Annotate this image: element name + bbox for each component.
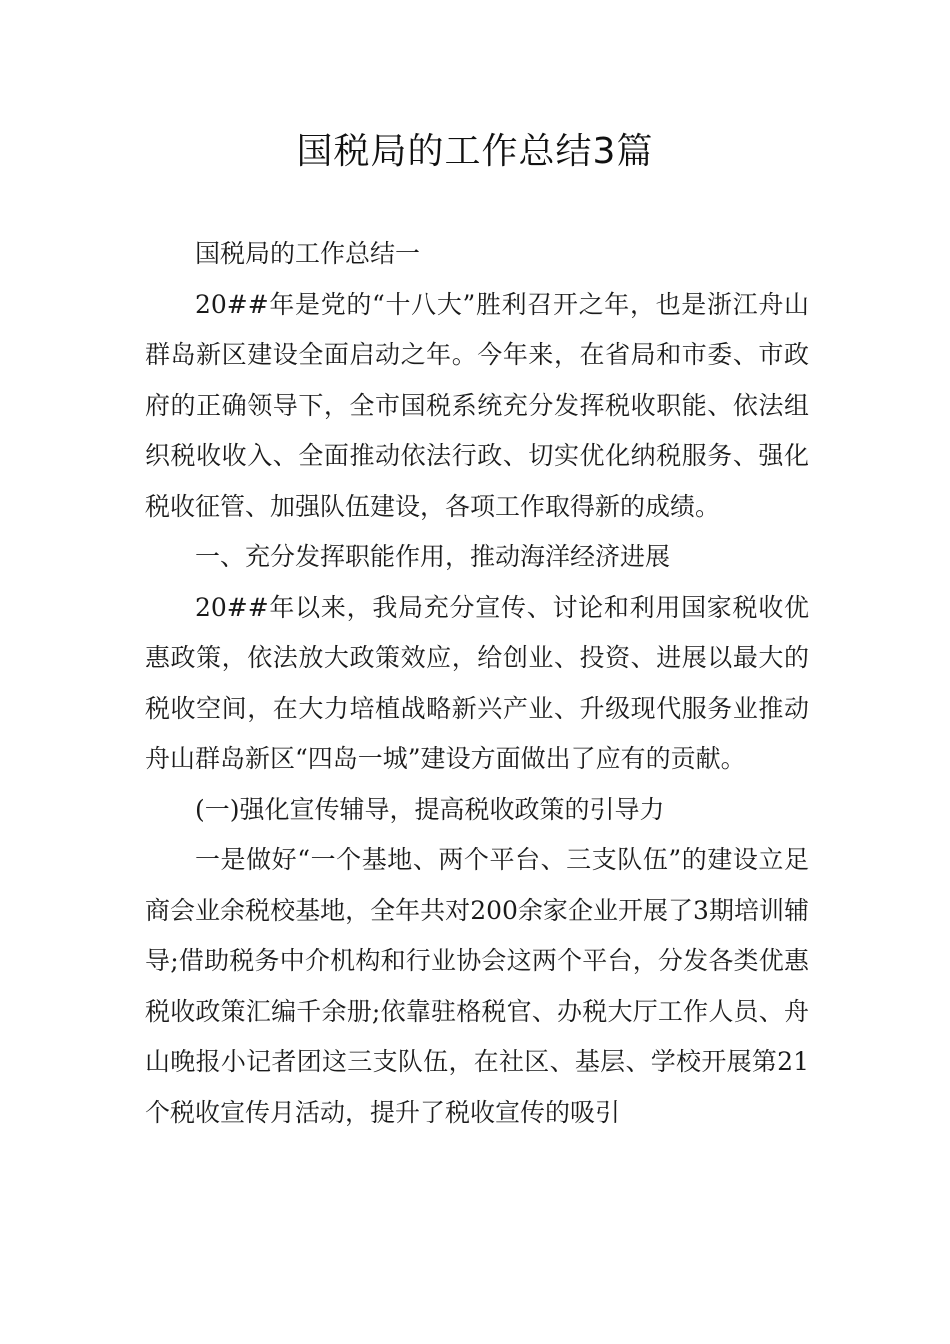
paragraph: 一是做好“一个基地、两个平台、三支队伍”的建设立足商会业余税校基地，全年共对200余家企业开展了3期培训辅导;借助税务中介机构和行业协会这两个平台，分发各类优惠税收政策汇编千余册;依靠驻格税官、办税大厅工作人员、舟山晚报小记者团这三支队伍，在社区、基层、学校开展第21个税收宣传月活动，提升了税收宣传的吸引	[145, 845, 809, 1127]
section-heading: (一)强化宣传辅导，提高税收政策的引导力	[195, 794, 665, 824]
paragraph: 20##年以来，我局充分宣传、讨论和利用国家税收优惠政策，依法放大政策效应，给创业、投资、进展以最大的税收空间，在大力培植战略新兴产业、升级现代服务业推动舟山群岛新区“四岛一城”建设方面做出了应有的贡献。	[145, 592, 809, 773]
section-heading: 国税局的工作总结一	[195, 239, 421, 268]
document-body	[145, 229, 809, 1138]
section-heading: 一、充分发挥职能作用，推动海洋经济进展	[195, 542, 671, 571]
document-title: 国税局的工作总结3篇	[296, 131, 654, 172]
paragraph: 20##年是党的“十八大”胜利召开之年，也是浙江舟山群岛新区建设全面启动之年。今年来，在省局和市委、市政府的正确领导下，全市国税系统充分发挥税收职能、依法组织税收收入、全面推动依法行政、切实优化纳税服务、强化税收征管、加强队伍建设，各项工作取得新的成绩。	[145, 289, 809, 521]
